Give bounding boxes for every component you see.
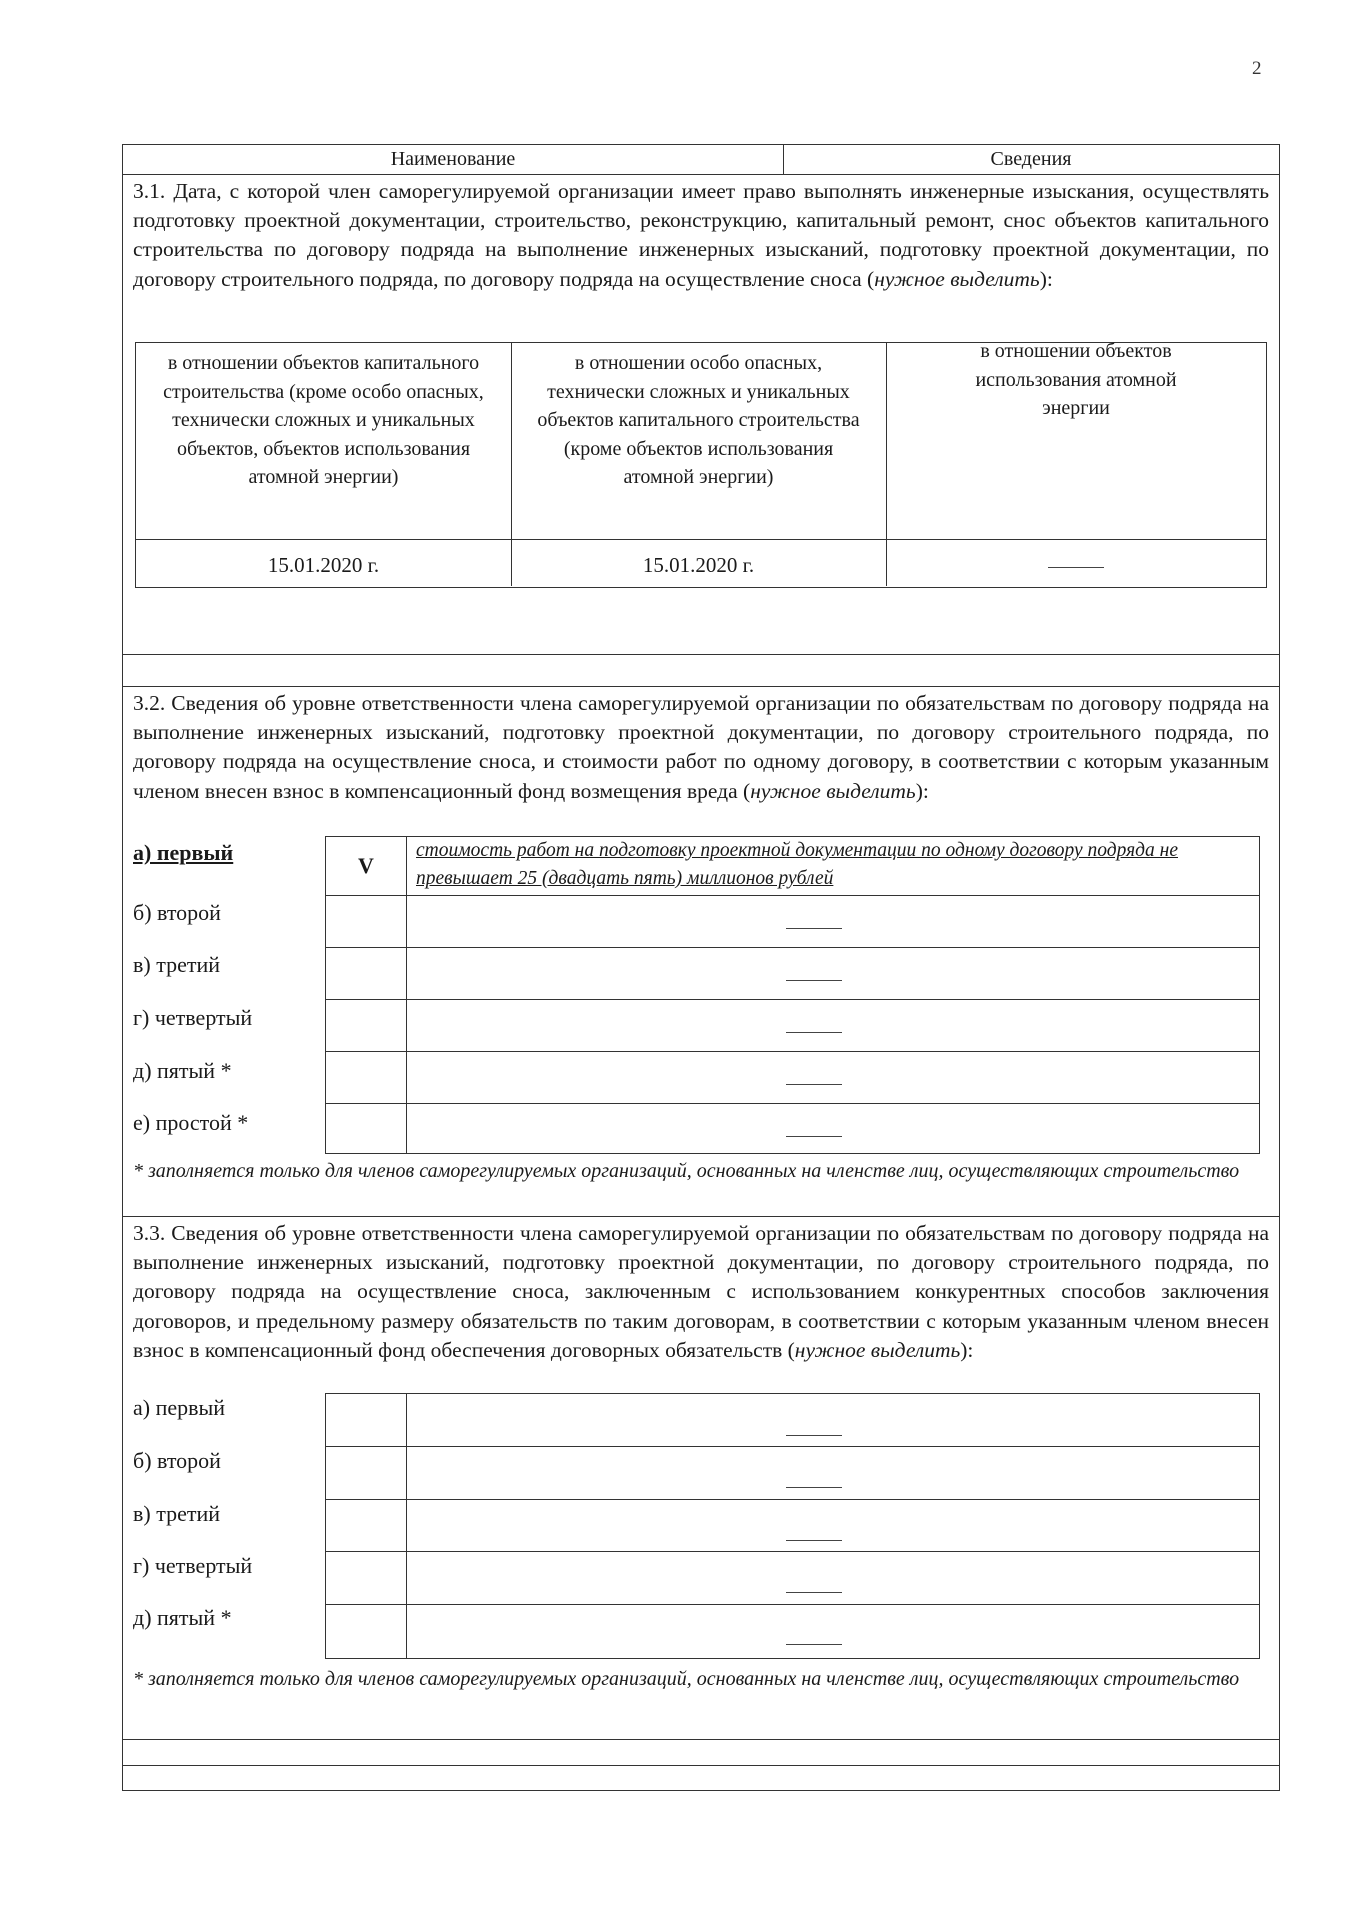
section-3-1-divider-b <box>123 686 1279 687</box>
section-3-3-text: 3.3. Сведения об уровне ответственности члена саморегулируемой организации по обязательствам по договору подряда на выполнение инженерных изысканий, подготовку проектной документации, по договору строительного подряда, по договору подряда на осуществление сноса, заключенным с использованием конкурентных способов заключения договоров, и предельному размеру обязательств по таким договорам, в соответствии с которым указанным членом внесен взнос в компенсационный фонд обеспечения договорных обязательств (нужное выделить): <box>133 1221 1269 1362</box>
level-1-description: стоимость работ на подготовку проектной документации по одному договору подряда не превышает 25 (двадцать пять) миллионов рублей <box>416 840 1178 889</box>
dates-col-1-date: 15.01.2020 г. <box>267 553 380 577</box>
level-1-checkmark: V <box>358 853 374 878</box>
section-3-2-levels-grid <box>325 836 1260 1154</box>
cf-level-label-2: б) второй <box>133 1448 221 1473</box>
cf-level-label-4: г) четвертый <box>133 1553 253 1578</box>
cf-level-4-dash <box>786 1583 842 1601</box>
header-name: Наименование <box>390 148 516 170</box>
dates-col-1-header: в отношении объектов капитального строительства (кроме особо опасных, технически сложных и уникальных объектов, объектов использования атомной энергии) <box>163 352 484 488</box>
level-label-1: а) первый <box>133 840 234 865</box>
dates-col-2-header: в отношении особо опасных, технически сложных и уникальных объектов капитального строительства (кроме объектов использования атомной энергии) <box>537 352 860 488</box>
level-6-dash <box>786 1127 842 1145</box>
section-3-3-levels-grid <box>325 1393 1260 1659</box>
level-row-line <box>326 1499 1259 1500</box>
level-2-dash <box>786 919 842 937</box>
section-3-3-footnote: * заполняется только для членов саморегулируемых организаций, основанных на членстве лиц, осуществляющих строительство <box>133 1668 1240 1690</box>
level-row-line <box>326 895 1259 896</box>
dates-header-bottom <box>136 539 1266 540</box>
level-5-dash <box>786 1075 842 1093</box>
level-row-line <box>326 1604 1259 1605</box>
level-row-line <box>326 999 1259 1000</box>
section-3-2-text: 3.2. Сведения об уровне ответственности члена саморегулируемой организации по обязательствам по договору подряда на выполнение инженерных изысканий, подготовку проектной документации, по договору строительного подряда, по договору подряда на осуществление сноса, и стоимости работ по одному договору, в соответствии с которым указанным членом внесен взнос в компенсационный фонд возмещения вреда (нужное выделить): <box>133 691 1269 803</box>
level-row-line <box>326 1551 1259 1552</box>
dates-col-3-date <box>886 553 1266 578</box>
section-3-3-divider-b <box>123 1765 1279 1766</box>
section-3-3-divider-a <box>123 1739 1279 1740</box>
cf-level-label-3: в) третий <box>133 1501 221 1526</box>
dates-col-1 <box>136 343 511 589</box>
level-4-dash <box>786 1023 842 1041</box>
dates-col-2-date: 15.01.2020 г. <box>642 553 755 577</box>
info-table <box>122 144 1280 1791</box>
empty-dash <box>1048 567 1104 568</box>
level-row-line <box>326 1103 1259 1104</box>
section-3-2-footnote: * заполняется только для членов саморегулируемых организаций, основанных на членстве лиц, осуществляющих строительство <box>133 1160 1240 1182</box>
section-3-2-divider <box>123 1216 1279 1217</box>
page-number: 2 <box>1252 58 1262 79</box>
level-label-6: е) простой * <box>133 1110 249 1135</box>
level-3-dash <box>786 971 842 989</box>
header-info: Сведения <box>990 148 1072 170</box>
level-row-line <box>326 1051 1259 1052</box>
section-3-1-text: 3.1. Дата, с которой член саморегулируемой организации имеет право выполнять инженерные изыскания, осуществлять подготовку проектной документации, строительство, реконструкцию, капитальный ремонт, снос объектов капитального строительства по договору подряда на выполнение инженерных изысканий, подготовку проектной документации, по договору строительного подряда, по договору подряда на осуществление сноса (нужное выделить): <box>133 179 1269 291</box>
cf-level-label-1: а) первый <box>133 1395 226 1420</box>
levels-column-divider <box>406 1394 407 1658</box>
dates-col-3-header: в отношении объектов использования атомной энергии <box>975 340 1177 419</box>
cf-level-2-dash <box>786 1478 842 1496</box>
level-row-line <box>326 947 1259 948</box>
cf-level-1-dash <box>786 1426 842 1444</box>
cf-level-5-dash <box>786 1635 842 1653</box>
level-label-4: г) четвертый <box>133 1005 253 1030</box>
levels-column-divider <box>406 837 407 1153</box>
cf-level-label-5: д) пятый * <box>133 1605 232 1630</box>
section-3-1-divider-a <box>123 654 1279 655</box>
dates-col-3 <box>886 340 1266 589</box>
level-label-2: б) второй <box>133 900 221 925</box>
dates-col-2 <box>511 343 886 589</box>
level-label-5: д) пятый * <box>133 1058 232 1083</box>
level-label-3: в) третий <box>133 952 221 977</box>
header-bottom-border <box>123 174 1279 175</box>
level-row-line <box>326 1446 1259 1447</box>
cf-level-3-dash <box>786 1531 842 1549</box>
section-3-1-dates-table <box>135 342 1267 588</box>
